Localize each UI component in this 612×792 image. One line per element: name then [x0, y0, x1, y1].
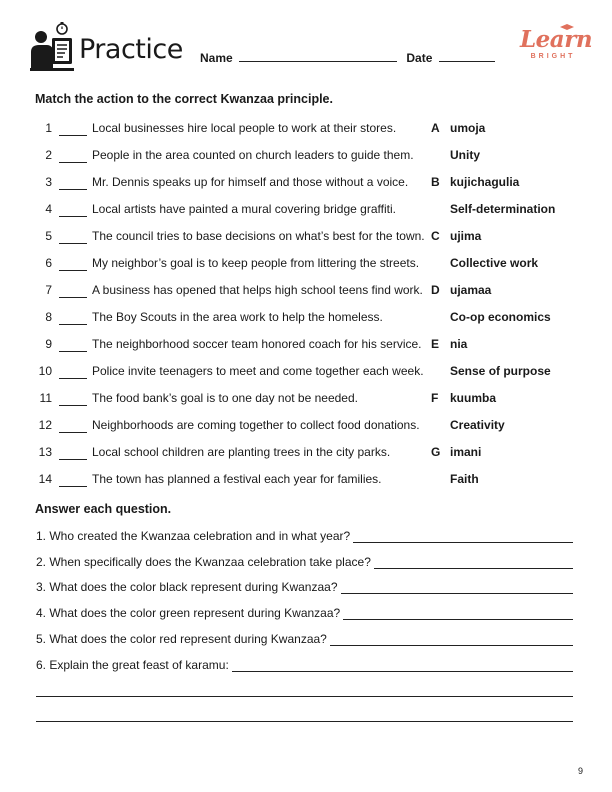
match-item — [0, 445, 612, 472]
question-row — [36, 555, 573, 569]
match-answer-blank[interactable] — [59, 243, 87, 244]
page-title: Practice — [79, 34, 183, 65]
choice-letter: F — [431, 391, 439, 405]
choice-meaning-text: Creativity — [450, 418, 505, 432]
choice-meaning-text: Sense of purpose — [450, 364, 551, 378]
choice-letter: C — [431, 229, 440, 243]
match-text: The council tries to base decisions on what’s best for the town. — [92, 229, 425, 243]
match-text: People in the area counted on church leaders to guide them. — [92, 148, 414, 162]
answer-line[interactable] — [36, 696, 573, 697]
learn-bright-logo — [520, 26, 593, 68]
match-item — [0, 175, 612, 202]
match-answer-blank[interactable] — [59, 324, 87, 325]
date-label: Date — [406, 51, 433, 65]
answer-field[interactable] — [353, 530, 573, 543]
match-answer-blank[interactable] — [59, 297, 87, 298]
match-text: Local businesses hire local people to work at their stores. — [92, 121, 397, 135]
choice-word: kuumba — [450, 391, 497, 405]
match-number: 9 — [45, 337, 52, 351]
match-answer-blank[interactable] — [59, 189, 87, 190]
answer-field[interactable] — [330, 633, 573, 646]
match-item — [0, 337, 612, 364]
match-number: 5 — [45, 229, 52, 243]
choice-word: ujamaa — [450, 283, 492, 297]
question-row — [36, 529, 573, 543]
answer-line[interactable] — [36, 721, 573, 722]
question-row — [36, 606, 573, 620]
match-number: 8 — [45, 310, 52, 324]
name-label: Name — [200, 51, 233, 65]
match-number: 1 — [45, 121, 52, 135]
match-item — [0, 418, 612, 445]
practice-person-icon — [30, 22, 74, 72]
match-text: My neighbor’s goal is to keep people from littering the streets. — [92, 256, 420, 270]
choice-letter: A — [431, 121, 440, 135]
instructions: Match the action to the correct Kwanzaa principle. — [35, 92, 333, 106]
question-text: 1. Who created the Kwanzaa celebration and in what year? — [36, 529, 351, 543]
match-answer-blank[interactable] — [59, 135, 87, 136]
choice-word: ujima — [450, 229, 482, 243]
answer-field[interactable] — [374, 556, 573, 569]
match-answer-blank[interactable] — [59, 486, 87, 487]
match-answer-blank[interactable] — [59, 162, 87, 163]
match-item — [0, 121, 612, 148]
match-answer-blank[interactable] — [59, 432, 87, 433]
match-number: 4 — [45, 202, 52, 216]
choice-word: imani — [450, 445, 482, 459]
questions-title: Answer each question. — [35, 502, 172, 516]
name-field[interactable] — [239, 51, 397, 62]
match-item — [0, 472, 612, 499]
match-number: 7 — [45, 283, 52, 297]
question-row — [36, 658, 573, 672]
question-text: 6. Explain the great feast of karamu: — [36, 658, 229, 672]
date-field[interactable] — [439, 51, 495, 62]
match-number: 3 — [45, 175, 52, 189]
choice-word: nia — [450, 337, 468, 351]
match-answer-blank[interactable] — [59, 405, 87, 406]
choice-meaning-text: Unity — [450, 148, 480, 162]
match-number: 12 — [38, 418, 52, 432]
match-answer-blank[interactable] — [59, 459, 87, 460]
choice-meaning-text: Self-determination — [450, 202, 556, 216]
match-text: The neighborhood soccer team honored coach for his service. — [92, 337, 422, 351]
choice-word: kujichagulia — [450, 175, 520, 189]
choice-meaning-text: Collective work — [450, 256, 539, 270]
match-text: Police invite teenagers to meet and come together each week. — [92, 364, 424, 378]
page-number: 9 — [578, 766, 584, 776]
match-answer-blank[interactable] — [59, 378, 87, 379]
match-text: Local artists have painted a mural covering bridge graffiti. — [92, 202, 396, 216]
match-text: Local school children are planting trees in the city parks. — [92, 445, 391, 459]
match-number: 10 — [38, 364, 52, 378]
answer-field[interactable] — [343, 607, 573, 620]
logo-text: Learn — [520, 26, 593, 53]
question-text: 2. When specifically does the Kwanzaa celebration take place? — [36, 555, 371, 569]
match-item — [0, 283, 612, 310]
match-number: 11 — [39, 391, 52, 405]
choice-letter: B — [431, 175, 440, 189]
match-answer-blank[interactable] — [59, 216, 87, 217]
match-text: Neighborhoods are coming together to collect food donations. — [92, 418, 420, 432]
question-text: 5. What does the color red represent during Kwanzaa? — [36, 632, 327, 646]
choice-meaning-text: Faith — [450, 472, 479, 486]
match-number: 13 — [38, 445, 52, 459]
match-item — [0, 229, 612, 256]
question-row — [36, 632, 573, 646]
match-text: Mr. Dennis speaks up for himself and those without a voice. — [92, 175, 409, 189]
answer-field[interactable] — [341, 581, 573, 594]
answer-field[interactable] — [232, 659, 573, 672]
match-number: 6 — [45, 256, 52, 270]
choice-letter: G — [431, 445, 441, 459]
match-number: 2 — [45, 148, 52, 162]
choice-letter: D — [431, 283, 440, 297]
match-answer-blank[interactable] — [59, 351, 87, 352]
logo-subtext: BRIGHT — [530, 53, 576, 60]
match-text: A business has opened that helps high school teens find work. — [92, 283, 423, 297]
question-row — [36, 580, 573, 594]
match-item — [0, 148, 612, 175]
question-text: 4. What does the color green represent during Kwanzaa? — [36, 606, 341, 620]
choice-letter: E — [431, 337, 440, 351]
match-text: The Boy Scouts in the area work to help the homeless. — [92, 310, 383, 324]
match-answer-blank[interactable] — [59, 270, 87, 271]
match-number: 14 — [38, 472, 52, 486]
match-text: The food bank’s goal is to one day not be needed. — [92, 391, 358, 405]
question-text: 3. What does the color black represent during Kwanzaa? — [36, 580, 338, 594]
match-item — [0, 391, 612, 418]
match-text: The town has planned a festival each year for families. — [92, 472, 382, 486]
choice-meaning-text: Co-op economics — [450, 310, 551, 324]
choice-word: umoja — [450, 121, 486, 135]
name-date-row — [200, 51, 495, 65]
